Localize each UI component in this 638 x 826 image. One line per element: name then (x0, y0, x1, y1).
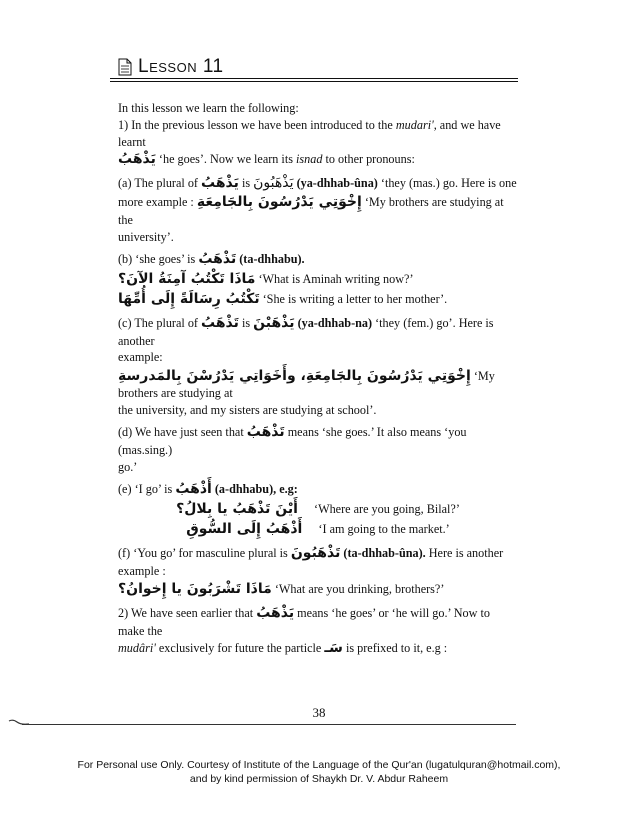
arabic-text: تَذْهَبُ (246, 424, 285, 441)
arabic-text: تَذْهَبُونَ (290, 544, 341, 561)
arabic-example: مَاذَا تَشْرَبُونَ يا إِخوانُ؟ (118, 581, 272, 598)
arabic-text: تَذْهَبُ (201, 314, 239, 331)
arabic-text: أَذْهَبُ (175, 481, 212, 498)
example-row: تَكْتُبُ رِسَالَةً إِلَى أُمِّهَا ‘She is writing a letter to her mother’. (118, 290, 448, 307)
section-c: (c) The plural of تَذْهَبُ is يَذْهَبْنَ (ya-dhhab-na) ‘they (fem.) go’. Here is another example: (118, 314, 494, 365)
section-e: (e) ‘I go’ is أَذْهَبُ (a-dhhabu), e.g: (118, 481, 298, 498)
example-row: مَاذَا تَكْتُبُ آمِنَةُ الآنَ؟ ‘What is Aminah writing now?’ (118, 270, 414, 287)
arabic-text: يَذْهَبُ (118, 151, 156, 168)
point-2: 2) We have seen earlier that يَذْهَبُ means ‘he goes’ or ‘he will go.’ Now to make the mudâri' exclusively for future the particle سَـ is prefixed to it, e.g : (118, 605, 490, 657)
footer (0, 758, 638, 786)
arabic-text: سَـ (324, 640, 343, 657)
example-row: إِخْوَتِي يَدْرُسُونَ بِالجَامِعَةِ، وأَخَوَاتِي يَدْرُسْنَ بِالمَدرسةِ ‘My brothers are studying at the university, and my sisters are studying at school’. (118, 367, 495, 417)
section-a: (a) The plural of يَذْهَبُ is يَذْهَبُونَ (ya-dhhab-ûna) ‘they (mas.) go. Here is one more example : إِخْوَتِي يَدْرُسُونَ بِالجَامِعَةِ ‘My brothers are studying at the university’. (118, 175, 517, 244)
footer-rule (22, 724, 516, 725)
arabic-text: تَذْهَبُ (198, 251, 237, 268)
example-row: مَاذَا تَشْرَبُونَ يا إِخوانُ؟ ‘What are you drinking, brothers?’ (118, 581, 445, 598)
point-1: 1) In the previous lesson we have been introduced to the mudari', and we have learnt يَذْهَبُ ‘he goes’. Now we learn its isnad to other pronouns: (118, 118, 501, 168)
arabic-text: يَذْهَبُ (256, 605, 295, 622)
arabic-example: مَاذَا تَكْتُبُ آمِنَةُ الآنَ؟ (118, 270, 256, 287)
arabic-example: تَكْتُبُ رِسَالَةً إِلَى أُمِّهَا (118, 290, 260, 307)
arabic-example: إِخْوَتِي يَدْرُسُونَ بِالجَامِعَةِ (196, 194, 362, 211)
document-icon (118, 58, 132, 76)
footer-line: and by kind permission of Shaykh Dr. V. Abdur Raheem (189, 773, 449, 786)
arabic-text: يَذْهَبْنَ (253, 314, 295, 331)
section-f: (f) ‘You go’ for masculine plural is تَذْهَبُونَ (ta-dhhab-ûna). Here is another example : (118, 544, 504, 578)
section-b: (b) ‘she goes’ is تَذْهَبُ (ta-dhhabu). (118, 251, 305, 268)
arabic-example: أَذْهَبُ إِلَى السُّوقِ (186, 520, 303, 537)
lesson-header (118, 56, 518, 78)
arabic-example: أَيْنَ تَذْهَبُ يا بِلالُ؟ (176, 501, 298, 518)
lesson-content (118, 100, 518, 663)
arabic-text: يَذْهَبُ (201, 175, 239, 192)
page-number: 38 (312, 705, 326, 720)
intro-text: In this lesson we learn the following: (118, 101, 299, 115)
arabic-text: يَذْهَبُونَ (253, 175, 294, 192)
footer-line: For Personal use Only. Courtesy of Institute of the Language of the Qur'an (lugatulquran@hotmail.com), (77, 759, 561, 771)
example-row: أَذْهَبُ إِلَى السُّوقِ ‘I am going to the market.’ (186, 520, 450, 537)
section-d: (d) We have just seen that تَذْهَبُ means ‘she goes.’ It also means ‘you (mas.sing.) go.’ (118, 424, 467, 474)
header-rule (110, 78, 518, 82)
lesson-title: Lesson 11 (138, 56, 224, 77)
example-row: أَيْنَ تَذْهَبُ يا بِلالُ؟ ‘Where are you going, Bilal?’ (176, 501, 460, 518)
arabic-example: إِخْوَتِي يَدْرُسُونَ بِالجَامِعَةِ، وأَخَوَاتِي يَدْرُسْنَ بِالمَدرسةِ (118, 367, 471, 384)
